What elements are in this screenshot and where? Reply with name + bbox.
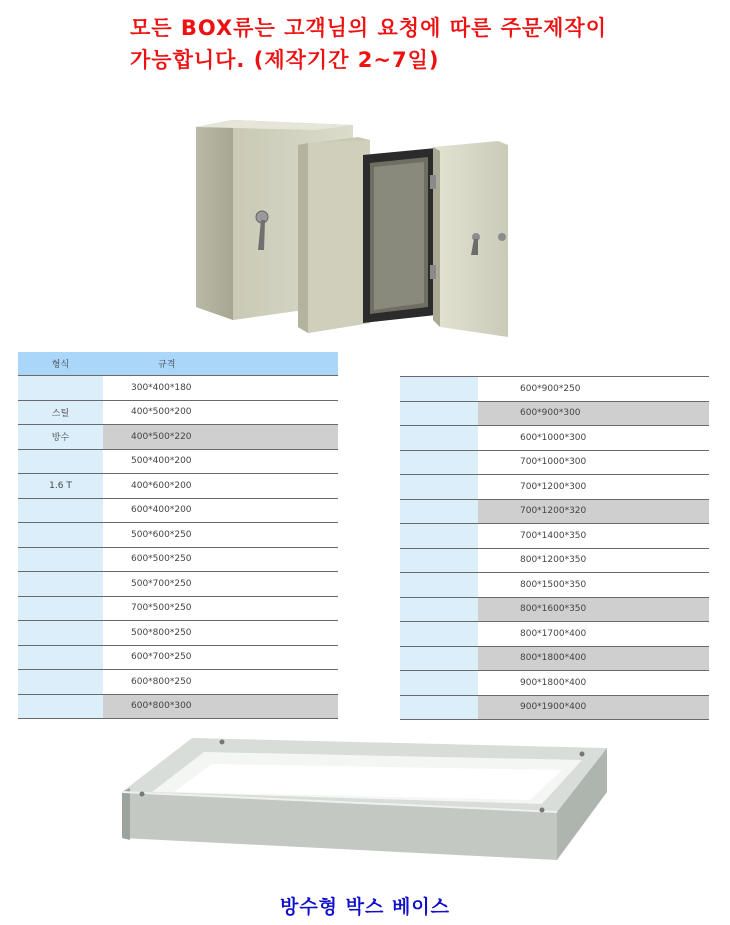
spec-cell: 700*500*250 xyxy=(103,596,338,621)
table-row xyxy=(18,645,338,670)
spec-table-right xyxy=(400,376,709,720)
type-cell xyxy=(400,646,478,671)
type-cell xyxy=(18,621,103,646)
spec-cell: 500*700*250 xyxy=(103,572,338,597)
type-cell xyxy=(18,596,103,621)
table-row xyxy=(18,621,338,646)
table-row xyxy=(400,597,709,622)
spec-cell: 900*1900*400 xyxy=(478,695,709,720)
spec-cell: 600*900*250 xyxy=(478,377,709,402)
type-cell xyxy=(18,670,103,695)
spec-table-left xyxy=(18,352,338,719)
type-cell xyxy=(400,450,478,475)
spec-cell: 500*600*250 xyxy=(103,523,338,548)
type-cell xyxy=(400,499,478,524)
column-header-type: 형식 xyxy=(18,352,103,376)
box-base-caption: 방수형 박스 베이스 xyxy=(279,896,451,918)
table-row xyxy=(18,596,338,621)
table-row xyxy=(400,646,709,671)
type-cell xyxy=(18,572,103,597)
spec-cell: 900*1800*400 xyxy=(478,671,709,696)
spec-cell: 700*1400*350 xyxy=(478,524,709,549)
spec-cell: 600*400*200 xyxy=(103,498,338,523)
table-row xyxy=(18,523,338,548)
type-cell xyxy=(400,597,478,622)
type-cell xyxy=(400,524,478,549)
type-cell xyxy=(18,376,103,401)
type-cell xyxy=(400,377,478,402)
type-cell xyxy=(400,622,478,647)
table-row xyxy=(400,426,709,451)
table-row xyxy=(400,475,709,500)
type-cell xyxy=(18,498,103,523)
enclosure-cabinets-image xyxy=(188,115,518,343)
spec-cell: 800*1500*350 xyxy=(478,573,709,598)
box-base-image xyxy=(112,730,617,890)
spec-cell: 500*800*250 xyxy=(103,621,338,646)
type-cell xyxy=(18,523,103,548)
table-row xyxy=(18,400,338,425)
type-cell xyxy=(400,475,478,500)
spec-cell: 700*1200*300 xyxy=(478,475,709,500)
table-row xyxy=(400,499,709,524)
spec-cell: 800*1800*400 xyxy=(478,646,709,671)
type-cell xyxy=(400,401,478,426)
type-cell xyxy=(400,573,478,598)
table-row xyxy=(400,450,709,475)
column-header-spec: 규격 xyxy=(103,352,338,376)
table-row xyxy=(18,376,338,401)
spec-cell: 600*700*250 xyxy=(103,645,338,670)
spec-cell: 600*800*250 xyxy=(103,670,338,695)
spec-cell: 700*1200*320 xyxy=(478,499,709,524)
table-row xyxy=(400,548,709,573)
table-row xyxy=(400,695,709,720)
table-header-row xyxy=(18,352,338,376)
spec-cell: 400*500*220 xyxy=(103,425,338,450)
spec-cell: 600*800*300 xyxy=(103,694,338,719)
table-row xyxy=(18,425,338,450)
headline-line-1: 모든 BOX류는 고객님의 요청에 따른 주문제작이 xyxy=(130,16,608,40)
table-row xyxy=(18,670,338,695)
type-cell xyxy=(400,671,478,696)
headline-line-2: 가능합니다. (제작기간 2~7일) xyxy=(130,48,440,72)
spec-cell: 500*400*200 xyxy=(103,449,338,474)
table-row xyxy=(400,671,709,696)
type-cell: 1.6 T xyxy=(18,474,103,499)
spec-cell: 400*500*200 xyxy=(103,400,338,425)
table-row xyxy=(18,474,338,499)
type-cell xyxy=(400,548,478,573)
type-cell xyxy=(400,426,478,451)
table-row xyxy=(400,524,709,549)
table-row xyxy=(18,449,338,474)
spec-cell: 800*1600*350 xyxy=(478,597,709,622)
type-cell: 방수 xyxy=(18,425,103,450)
type-cell xyxy=(18,645,103,670)
type-cell xyxy=(400,695,478,720)
spec-cell: 600*1000*300 xyxy=(478,426,709,451)
spec-cell: 400*600*200 xyxy=(103,474,338,499)
type-cell xyxy=(18,449,103,474)
table-row xyxy=(18,572,338,597)
spec-cell: 800*1200*350 xyxy=(478,548,709,573)
table-row xyxy=(18,547,338,572)
table-row xyxy=(400,401,709,426)
table-row xyxy=(400,377,709,402)
table-row xyxy=(18,694,338,719)
spec-cell: 700*1000*300 xyxy=(478,450,709,475)
spec-cell: 600*500*250 xyxy=(103,547,338,572)
spec-cell: 800*1700*400 xyxy=(478,622,709,647)
table-row xyxy=(400,573,709,598)
table-row xyxy=(400,622,709,647)
type-cell: 스틸 xyxy=(18,400,103,425)
type-cell xyxy=(18,547,103,572)
table-row xyxy=(18,498,338,523)
spec-cell: 600*900*300 xyxy=(478,401,709,426)
type-cell xyxy=(18,694,103,719)
spec-cell: 300*400*180 xyxy=(103,376,338,401)
